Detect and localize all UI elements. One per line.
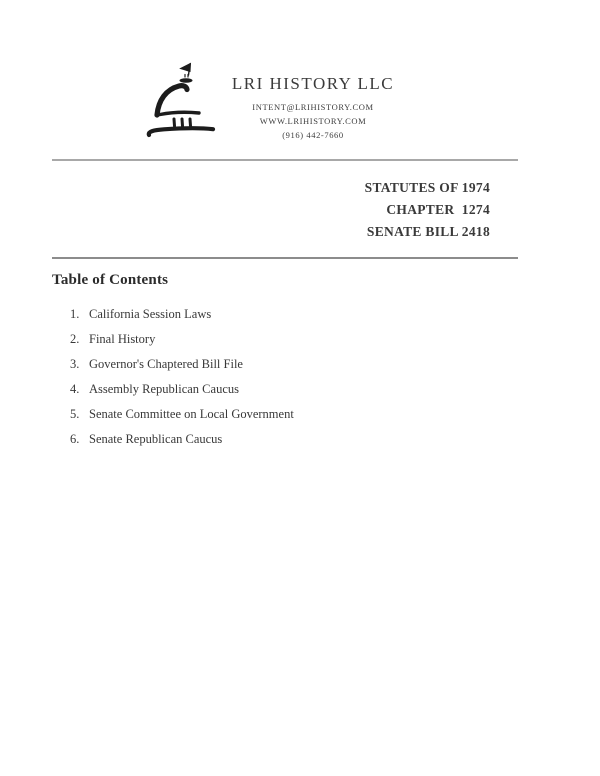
toc-list <box>70 302 294 452</box>
senate-bill-line: SENATE BILL 2418 <box>366 224 490 239</box>
toc-item <box>70 377 294 402</box>
toc-item-label: Governor's Chaptered Bill File <box>89 357 243 371</box>
company-phone: (916) 442-7660 <box>282 130 344 140</box>
case-caption <box>365 177 490 243</box>
toc-item <box>70 402 294 427</box>
capitol-dome-logo-svg <box>145 62 217 138</box>
toc-item <box>70 327 294 352</box>
letterhead <box>145 62 405 142</box>
toc-item <box>70 302 294 327</box>
toc-item-label: Assembly Republican Caucus <box>89 382 239 396</box>
toc-item-number: 4. <box>70 382 80 396</box>
toc-item-number: 6. <box>70 432 80 446</box>
toc-title: Table of Contents <box>52 272 169 288</box>
toc-item-number: 2. <box>70 332 80 346</box>
toc-item-number: 3. <box>70 357 80 371</box>
toc-item-label: Senate Republican Caucus <box>89 432 223 446</box>
toc-item-number: 1. <box>70 307 80 321</box>
toc-item-label: Final History <box>89 332 156 346</box>
letterhead-text <box>223 74 403 142</box>
company-name: LRI HISTORY LLC <box>231 74 395 93</box>
company-website: WWW.LRIHISTORY.COM <box>259 116 367 126</box>
toc-item-label: Senate Committee on Local Government <box>89 407 294 421</box>
toc-item <box>70 427 294 452</box>
capitol-dome-logo <box>145 62 217 138</box>
toc-item <box>70 352 294 377</box>
divider-top <box>52 159 518 161</box>
company-email: INTENT@LRIHISTORY.COM <box>252 102 374 112</box>
statutes-line: STATUTES OF 1974 <box>364 180 490 195</box>
toc-item-label: California Session Laws <box>89 307 212 321</box>
chapter-line: CHAPTER 1274 <box>386 202 490 217</box>
divider-bottom <box>52 257 518 259</box>
toc-item-number: 5. <box>70 407 80 421</box>
